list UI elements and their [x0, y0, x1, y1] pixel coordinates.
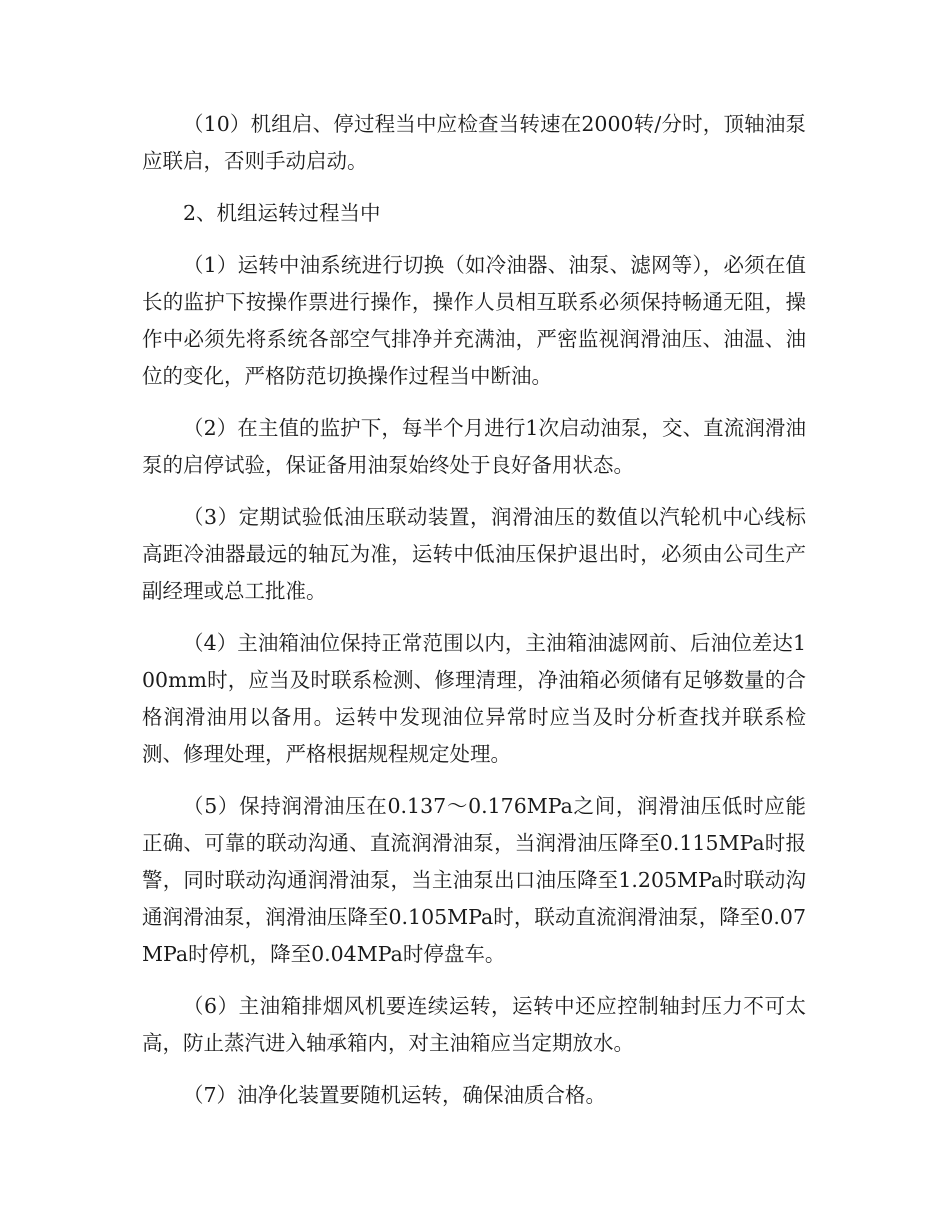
paragraph-item-7: （7）油净化装置要随机运转，确保油质合格。 [183, 1083, 607, 1107]
document-body [142, 106, 806, 1129]
paragraph-item-4: （4）主油箱油位保持正常范围以内，主油箱油滤网前、后油位差达100mm时，应当及时联系检测、修理清理，净油箱必须储有足够数量的合格润滑油用以备用。运转中发现油位异常时应当及时分析查找并联系检测、修理处理，严格根据规程规定处理。 [142, 631, 806, 766]
paragraph-item-1: （1）运转中油系统进行切换（如冷油器、油泵、滤网等），必须在值长的监护下按操作票进行操作，操作人员相互联系必须保持畅通无阻，操作中必须先将系统各部空气排净并充满油，严密监视润滑油压、油温、油位的变化，严格防范切换操作过程当中断油。 [142, 253, 806, 388]
paragraph-item-10: （10）机组启、停过程当中应检查当转速在2000转/分时，顶轴油泵应联启，否则手动启动。 [142, 112, 806, 173]
paragraph-item-6: （6）主油箱排烟风机要连续运转，运转中还应控制轴封压力不可太高，防止蒸汽进入轴承箱内，对主油箱应当定期放水。 [142, 994, 806, 1055]
paragraph-item-3: （3）定期试验低油压联动装置，润滑油压的数值以汽轮机中心线标高距冷油器最远的轴瓦为准，运转中低油压保护退出时，必须由公司生产副经理或总工批准。 [142, 505, 806, 603]
section-heading-2: 2、机组运转过程当中 [183, 201, 381, 225]
paragraph-item-2: （2）在主值的监护下，每半个月进行1次启动油泵，交、直流润滑油泵的启停试验，保证备用油泵始终处于良好备用状态。 [142, 416, 806, 477]
paragraph-item-5: （5）保持润滑油压在0.137～0.176MPa之间，润滑油压低时应能正确、可靠的联动沟通、直流润滑油泵，当润滑油压降至0.115MPa时报警，同时联动沟通润滑油泵，当主油泵出口油压降至1.205MPa时联动沟通润滑油泵，润滑油压降至0.105MPa时，联动直流润滑油泵，降至0.07MPa时停机，降至0.04MPa时停盘车。 [142, 794, 806, 966]
